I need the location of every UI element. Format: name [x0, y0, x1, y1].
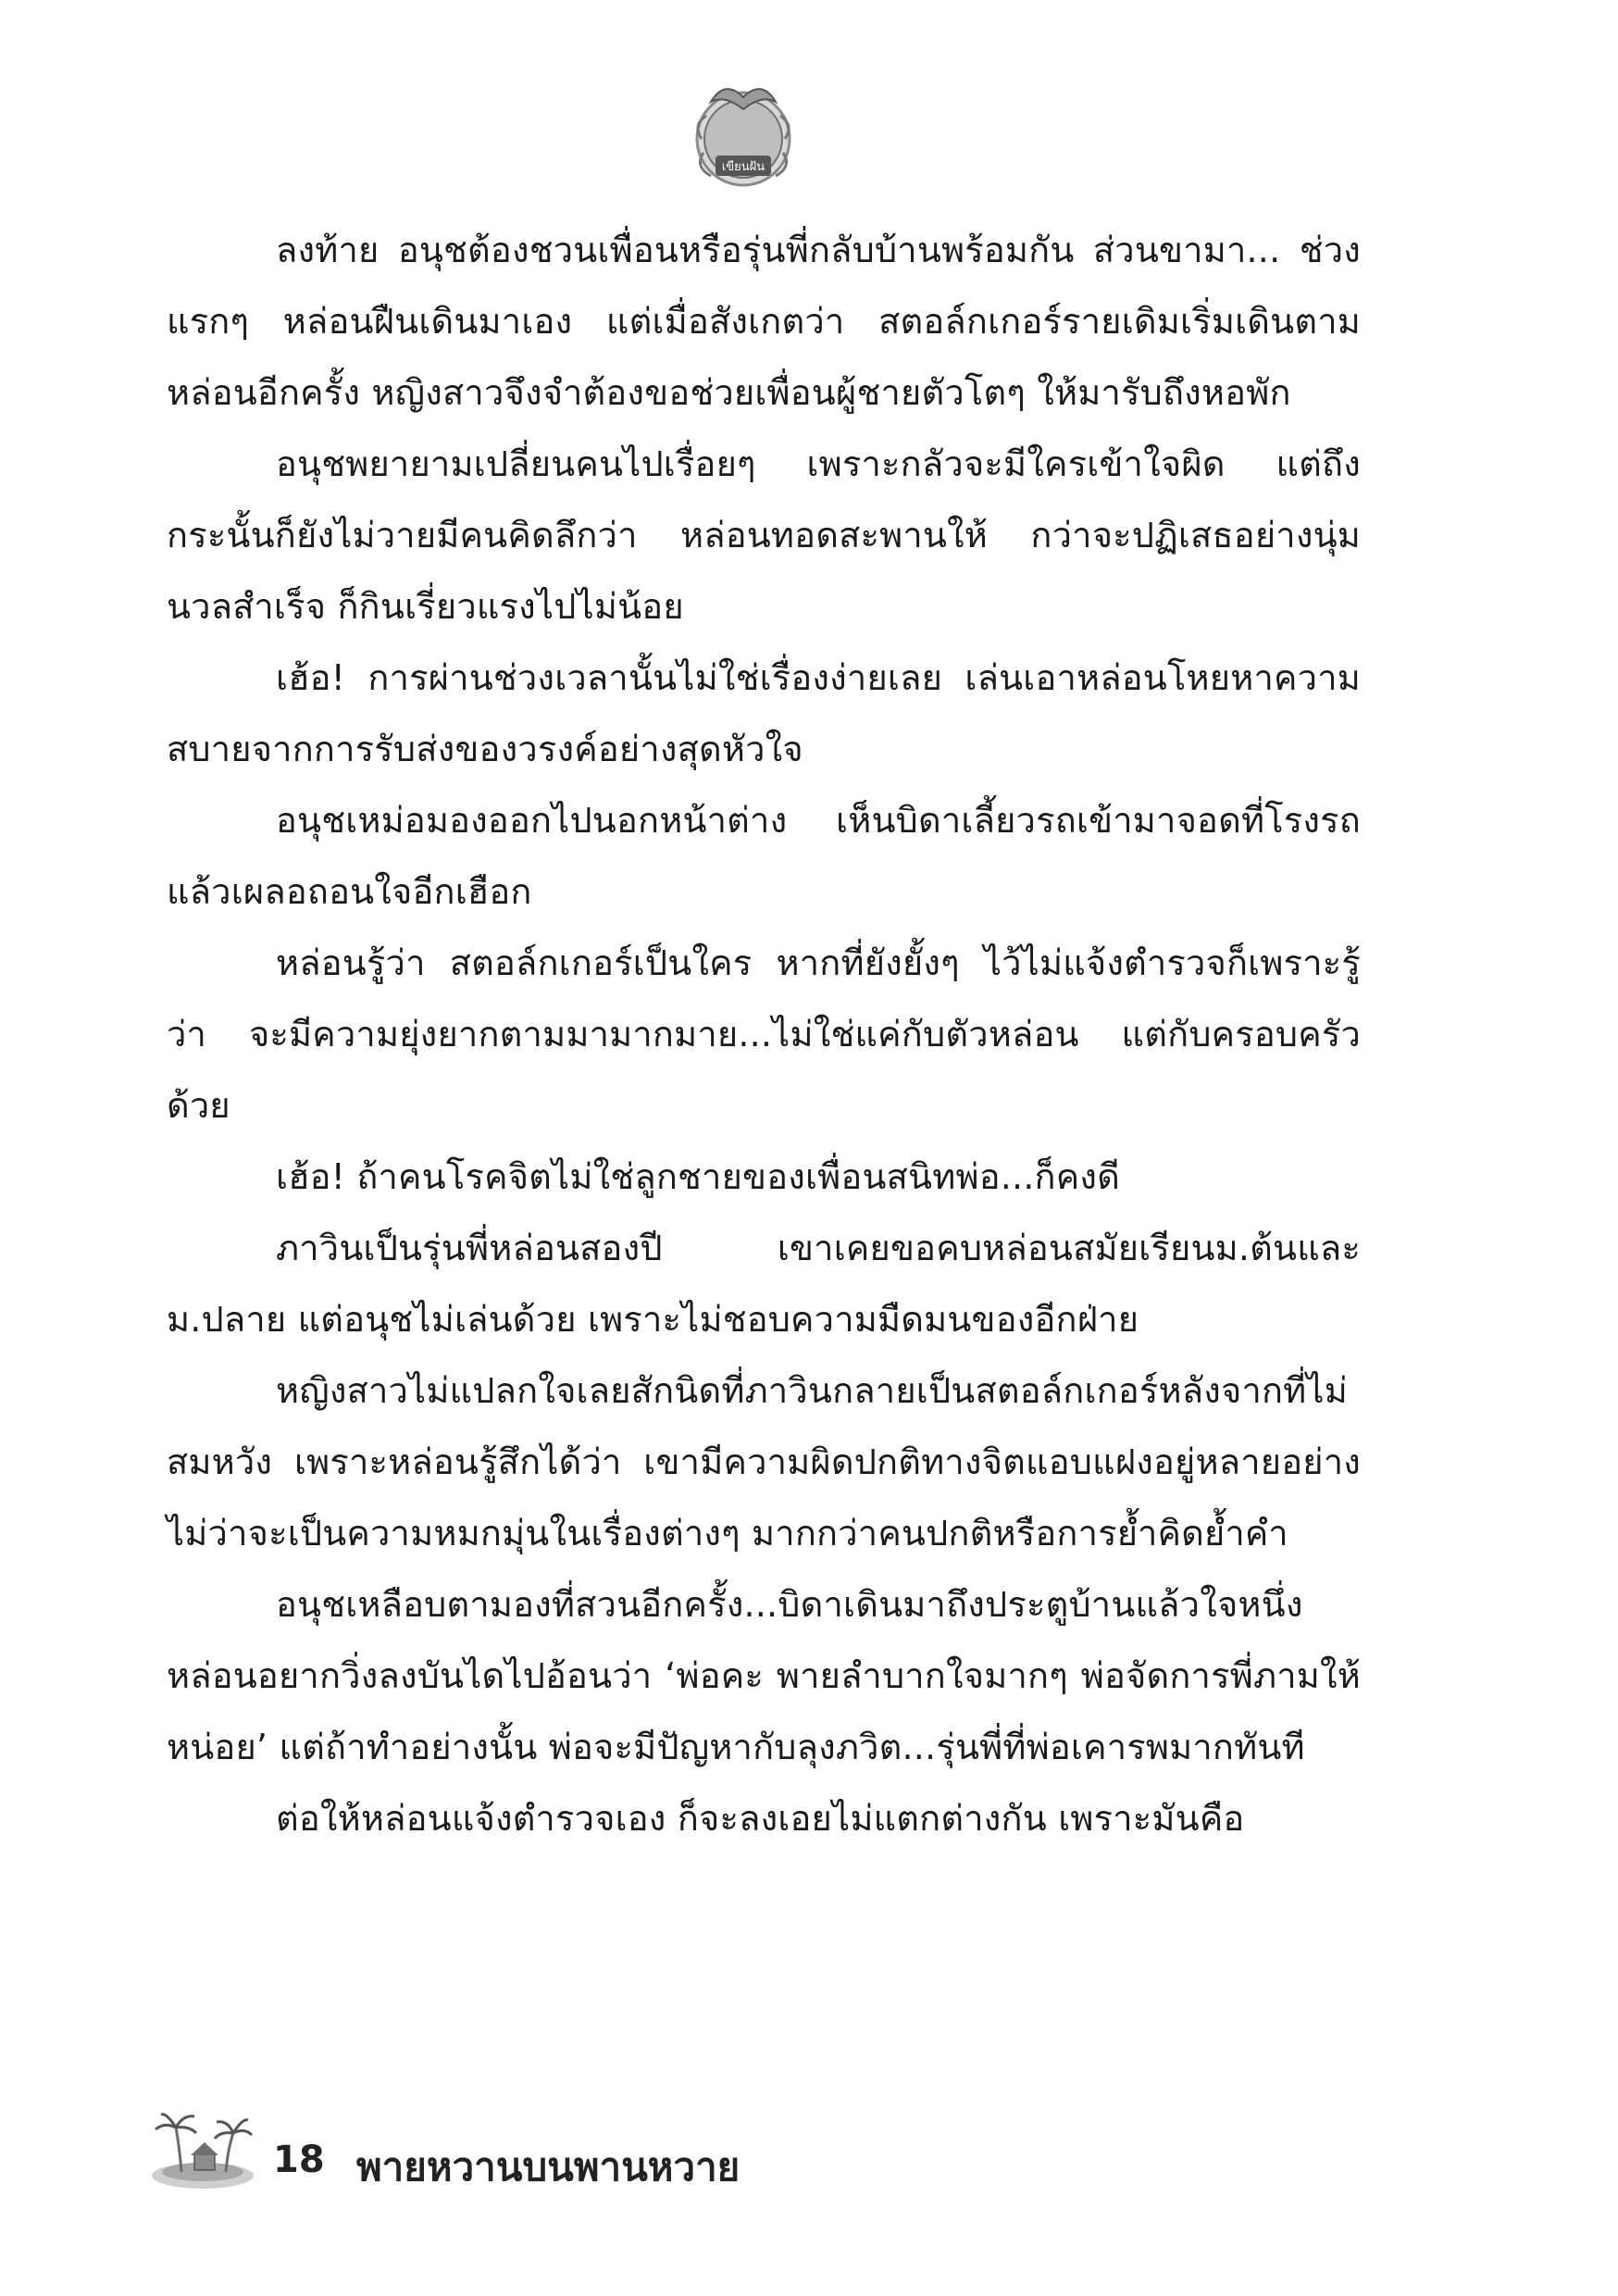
- paragraph: เฮ้อ! ถ้าคนโรคจิตไม่ใช่ลูกชายของเพื่อนสนิทพ่อ...ก็คงดี: [276, 1156, 1121, 1197]
- publisher-emblem-icon: [683, 74, 803, 194]
- emblem-text: เขียนฝัน: [721, 160, 765, 174]
- paragraph: ต่อให้หล่อนแจ้งตำรวจเอง ก็จะลงเอยไม่แตกต่างกัน เพราะมันคือ: [276, 1798, 1245, 1839]
- book-title: พายหวานบนพานหวาย: [356, 2144, 741, 2190]
- body-text: [167, 215, 1361, 1854]
- paragraph: เฮ้อ! การผ่านช่วงเวลานั้นไม่ใช่เรื่องง่ายเลย เล่นเอาหล่อนโหยหาความสบายจากการรับส่งของวรงค์อย่างสุดหัวใจ: [167, 657, 1361, 769]
- paragraph: อนุชพยายามเปลี่ยนคนไปเรื่อยๆ เพราะกลัวจะมีใครเข้าใจผิด แต่ถึงกระนั้นก็ยังไม่วายมีคนคิดลึกว่า หล่อนทอดสะพานให้ กว่าจะปฏิเสธอย่างนุ่มนวลสำเร็จ ก็กินเรี่ยวแรงไปไม่น้อย: [167, 443, 1361, 627]
- paragraph: หญิงสาวไม่แปลกใจเลยสักนิดที่ภาวินกลายเป็นสตอล์กเกอร์หลังจากที่ไม่สมหวัง เพราะหล่อนรู้สึกได้ว่า เขามีความผิดปกติทางจิตแอบแฝงอยู่หลายอย่าง ไม่ว่าจะเป็นความหมกมุ่นในเรื่องต่างๆ มากกว่าคนปกติหรือการย้ำคิดย้ำคำ: [167, 1370, 1361, 1554]
- paragraph: ภาวินเป็นรุ่นพี่หล่อนสองปี เขาเคยขอคบหล่อนสมัยเรียนม.ต้นและม.ปลาย แต่อนุชไม่เล่นด้วย เพราะไม่ชอบความมืดมนของอีกฝ่าย: [167, 1228, 1361, 1340]
- page-number: 18: [273, 2139, 325, 2181]
- paragraph: หล่อนรู้ว่า สตอล์กเกอร์เป็นใคร หากที่ยังยั้งๆ ไว้ไม่แจ้งตำรวจก็เพราะรู้ว่า จะมีความยุ่งยากตามมามากมาย...ไม่ใช่แค่กับตัวหล่อน แต่กับครอบครัวด้วย: [167, 942, 1361, 1126]
- paragraph: อนุชเหลือบตามองที่สวนอีกครั้ง...บิดาเดินมาถึงประตูบ้านแล้วใจหนึ่งหล่อนอยากวิ่งลงบันไดไปอ้อนว่า ‘พ่อคะ พายลำบากใจมากๆ พ่อจัดการพี่ภามให้หน่อย’ แต่ถ้าทำอย่างนั้น พ่อจะมีปัญหากับลุงภวิต...รุ่นพี่ที่พ่อเคารพมากทันที: [167, 1584, 1361, 1767]
- paragraph: อนุชเหม่อมองออกไปนอกหน้าต่าง เห็นบิดาเลี้ยวรถเข้ามาจอดที่โรงรถแล้วเผลอถอนใจอีกเฮือก: [167, 800, 1361, 912]
- tropical-island-icon: [148, 2102, 257, 2194]
- page-footer: [148, 2102, 1074, 2203]
- paragraph: ลงท้าย อนุชต้องชวนเพื่อนหรือรุ่นพี่กลับบ้านพร้อมกัน ส่วนขามา... ช่วงแรกๆ หล่อนฝืนเดินมาเอง แต่เมื่อสังเกตว่า สตอล์กเกอร์รายเดิมเริ่มเดินตามหล่อนอีกครั้ง หญิงสาวจึงจำต้องขอช่วยเพื่อนผู้ชายตัวโตๆ ให้มารับถึงหอพัก: [167, 230, 1361, 413]
